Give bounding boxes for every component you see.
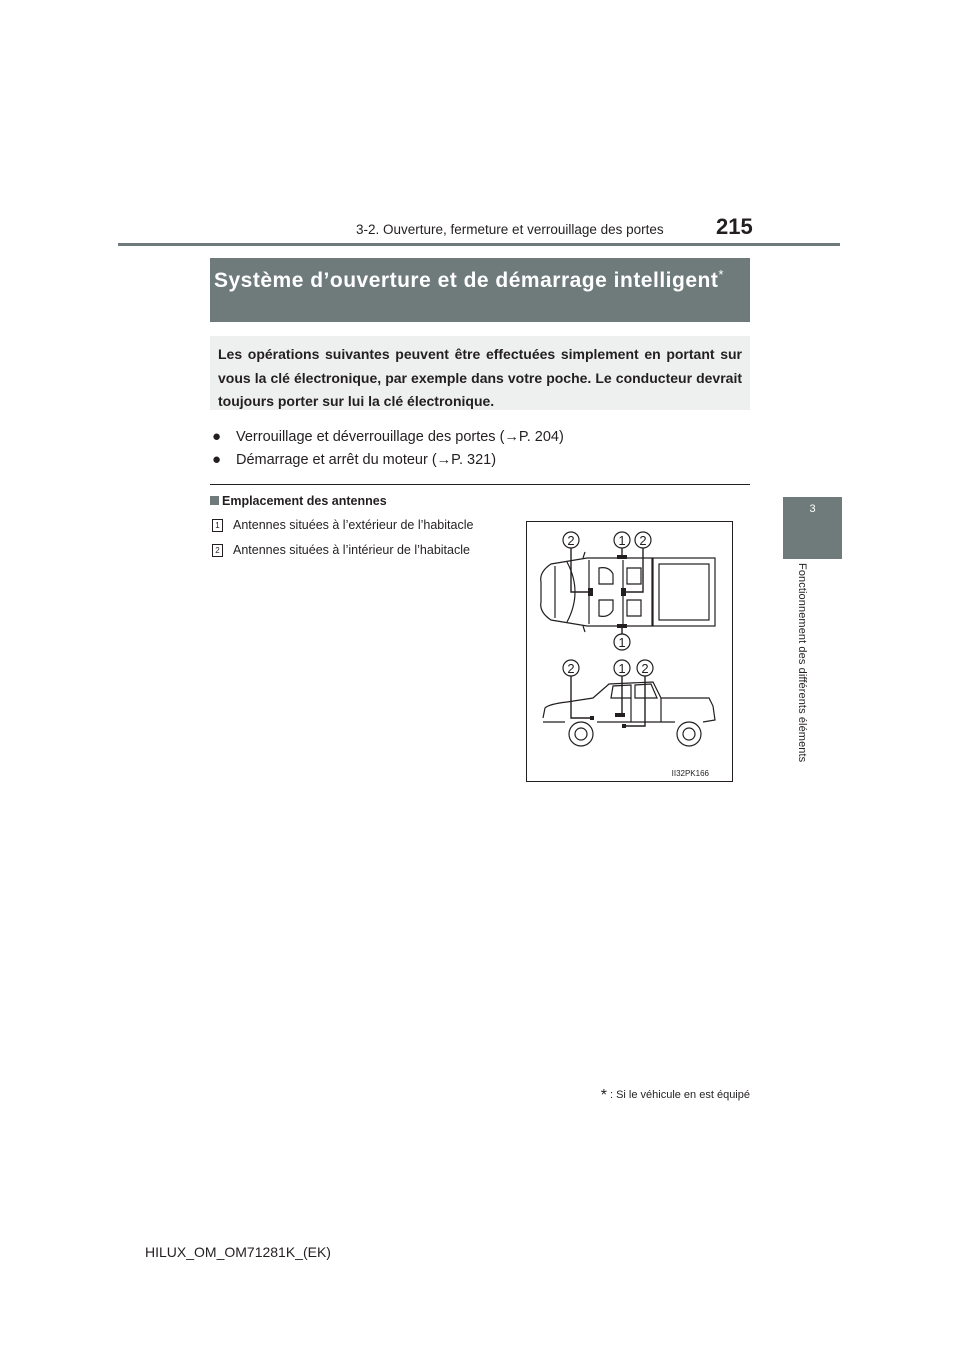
subsection-heading-text: Emplacement des antennes	[222, 494, 387, 508]
header-rule	[118, 243, 840, 246]
bullet-dot-icon: ●	[212, 428, 222, 445]
bullet-dot-icon: ●	[212, 451, 222, 468]
footnote	[600, 1087, 750, 1105]
intro-box	[210, 336, 750, 410]
bullet-text: Démarrage et arrêt du moteur (→P. 321)	[236, 452, 497, 468]
list-item	[212, 543, 470, 557]
callout-label: 2	[641, 661, 649, 676]
callout-label: 2	[567, 533, 575, 548]
item-number: 1	[212, 519, 223, 532]
section-divider	[210, 484, 750, 485]
document-reference: HILUX_OM_OM71281K_(EK)	[145, 1244, 331, 1260]
chapter-number: 3	[809, 503, 816, 515]
list-item	[212, 518, 473, 532]
vehicle-diagram	[527, 522, 732, 781]
item-text: Antennes situées à l’intérieur de l’habitacle	[233, 543, 470, 557]
vehicle-side-view-icon	[543, 682, 715, 746]
section-title: 3-2. Ouverture, fermeture et verrouillage des portes	[356, 222, 664, 237]
item-number: 2	[212, 544, 223, 557]
callout-label: 1	[618, 533, 626, 548]
callout-label: 1	[618, 661, 626, 676]
chapter-title: Fonctionnement des différents éléments	[796, 563, 808, 763]
bullet-text: Verrouillage et déverrouillage des portes (→P. 204)	[236, 429, 564, 445]
square-bullet-icon	[210, 496, 219, 505]
subsection-heading	[210, 494, 387, 508]
callout-label: 2	[639, 533, 647, 548]
callout-label: 1	[618, 635, 626, 650]
callout-label: 2	[567, 661, 575, 676]
bullet-item	[212, 428, 564, 445]
item-text: Antennes situées à l’extérieur de l’habitacle	[233, 518, 474, 532]
bullet-item	[212, 451, 496, 468]
asterisk-icon: *	[600, 1087, 607, 1104]
title-box	[210, 258, 750, 322]
page-title	[214, 260, 724, 295]
page-title-text: Système d’ouverture et de démarrage intelligent	[214, 269, 719, 292]
footnote-text: : Si le véhicule en est équipé	[609, 1089, 750, 1101]
title-asterisk: *	[718, 267, 724, 282]
antenna-location-figure	[526, 521, 733, 782]
page-number: 215	[716, 214, 753, 239]
figure-code: II32PK166	[671, 769, 709, 778]
intro-text: Les opérations suivantes peuvent être effectuées simplement en portant sur vous la clé électronique, par exemple dans votre poche. Le conducteur devrait toujours porter sur lui la clé électronique.	[218, 346, 742, 409]
